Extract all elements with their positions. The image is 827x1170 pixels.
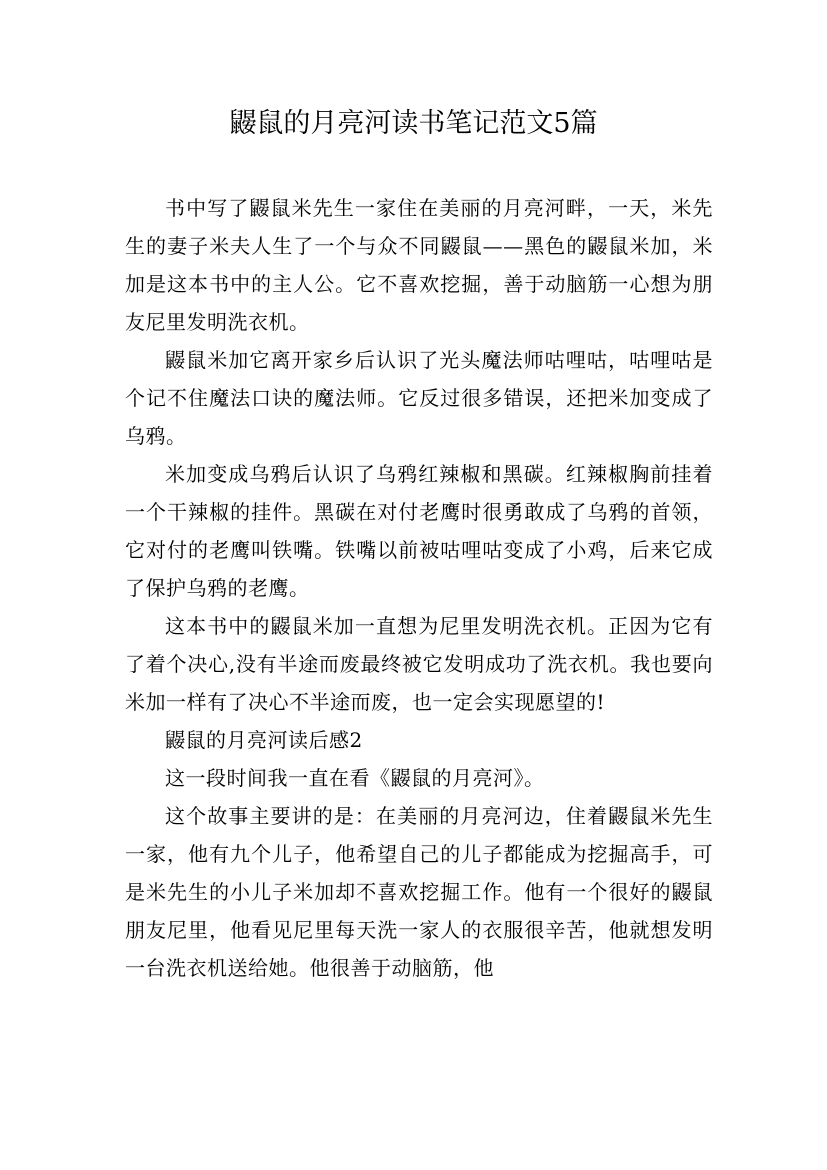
paragraph: 这本书中的鼹鼠米加一直想为尼里发明洗衣机。正因为它有了着个决心,没有半途而废最终被它发明成功了洗衣机。我也要向米加一样有了决心不半途而废，也一定会实现愿望的! xyxy=(125,614,713,714)
paragraph: 这一段时间我一直在看《鼹鼠的月亮河》。 xyxy=(165,766,545,790)
document-title: 鼹鼠的月亮河读书笔记范文5篇 xyxy=(229,108,598,139)
paragraph: 鼹鼠米加它离开家乡后认识了光头魔法师咕哩咕，咕哩咕是个记不住魔法口诀的魔法师。它反过很多错误，还把米加变成了乌鸦。 xyxy=(125,348,713,448)
paragraph: 米加变成乌鸦后认识了乌鸦红辣椒和黑碳。红辣椒胸前挂着一个干辣椒的挂件。黑碳在对付老鹰时很勇敢成了乌鸦的首领，它对付的老鹰叫铁嘴。铁嘴以前被咕哩咕变成了小鸡，后来它成了保护乌鸦的老鹰。 xyxy=(125,462,713,600)
document-body xyxy=(125,189,713,987)
paragraph: 这个故事主要讲的是：在美丽的月亮河边，住着鼹鼠米先生一家，他有九个儿子，他希望自己的儿子都能成为挖掘高手，可是米先生的小儿子米加却不喜欢挖掘工作。他有一个很好的鼹鼠朋友尼里，他看见尼里每天洗一家人的衣服很辛苦，他就想发明一台洗衣机送给她。他很善于动脑筋，他 xyxy=(125,804,713,980)
section-heading: 鼹鼠的月亮河读后感2 xyxy=(165,728,363,752)
paragraph: 书中写了鼹鼠米先生一家住在美丽的月亮河畔，一天，米先生的妻子米夫人生了一个与众不同鼹鼠——黑色的鼹鼠米加，米加是这本书中的主人公。它不喜欢挖掘，善于动脑筋一心想为朋友尼里发明洗衣机。 xyxy=(125,196,713,334)
